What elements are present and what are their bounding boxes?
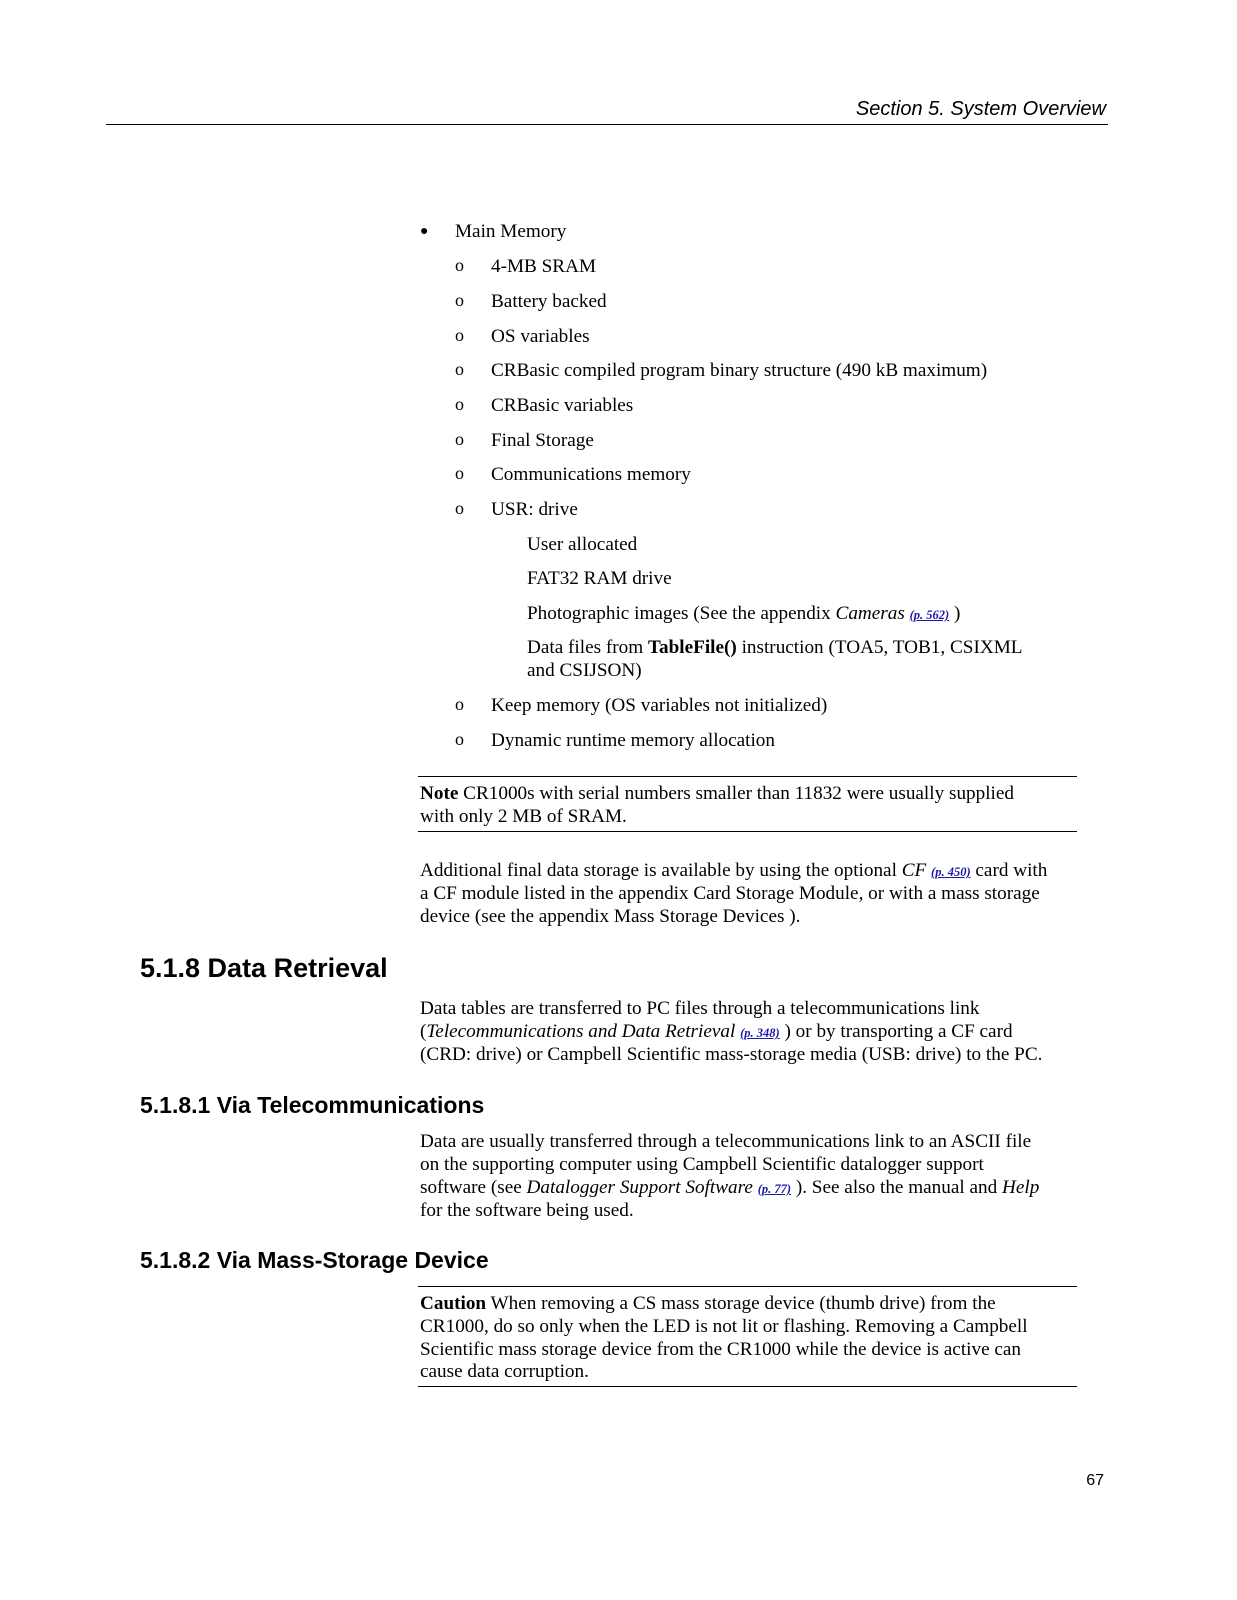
- caution-line-1: [420, 1292, 996, 1315]
- circle-bullet: o: [455, 429, 464, 449]
- paragraph-line: [420, 1176, 1039, 1201]
- page-ref-link[interactable]: (p. 562): [909, 608, 950, 622]
- paragraph-line: a CF module listed in the appendix Card Storage Module, or with a mass storage: [420, 883, 1040, 904]
- list-item: Battery backed: [491, 291, 607, 312]
- subsection-heading: 5.1.8.2 Via Mass-Storage Device: [140, 1247, 489, 1273]
- paragraph-line: Data tables are transferred to PC files through a telecommunications link: [420, 998, 980, 1019]
- text: ) or by transporting a CF card: [779, 1021, 1013, 1042]
- caution-bottom-rule: [418, 1386, 1077, 1387]
- caution-line: cause data corruption.: [420, 1361, 589, 1382]
- list-item: CRBasic variables: [491, 395, 634, 416]
- page-ref-link[interactable]: (p. 77): [757, 1182, 792, 1196]
- list-item: Final Storage: [491, 430, 594, 451]
- list-item: OS variables: [491, 326, 590, 347]
- circle-bullet: o: [455, 359, 464, 379]
- sub-list-item-datafiles: [527, 636, 1022, 659]
- cameras-link[interactable]: Cameras: [835, 603, 905, 624]
- caution-top-rule: [418, 1286, 1077, 1287]
- list-item: Communications memory: [491, 464, 691, 485]
- note-label: Note: [420, 783, 459, 804]
- circle-bullet: o: [455, 694, 464, 714]
- text: ): [949, 603, 961, 624]
- list-item: 4-MB SRAM: [491, 256, 597, 277]
- circle-bullet: o: [455, 463, 464, 483]
- list-item: USR: drive: [491, 499, 578, 520]
- header-rule: [106, 124, 1108, 125]
- circle-bullet: o: [455, 394, 464, 414]
- cf-link[interactable]: CF: [901, 860, 927, 881]
- text: card with: [970, 860, 1048, 881]
- text: When removing a CS mass storage device (thumb drive) from the: [486, 1293, 996, 1314]
- circle-bullet: o: [455, 290, 464, 310]
- text: Data files from: [527, 637, 648, 658]
- circle-bullet: o: [455, 255, 464, 275]
- text: Photographic images (See the appendix: [527, 603, 836, 624]
- text: instruction (TOA5, TOB1, CSIXML: [736, 637, 1023, 658]
- paragraph-line: [420, 1020, 1013, 1045]
- caution-line: CR1000, do so only when the LED is not lit or flashing. Removing a Campbell: [420, 1316, 1028, 1337]
- paragraph-line: [420, 859, 1047, 884]
- note-top-rule: [418, 776, 1077, 777]
- circle-bullet: o: [455, 498, 464, 518]
- text: CR1000s with serial numbers smaller than 11832 were usually supplied: [458, 783, 1015, 804]
- paragraph-line: for the software being used.: [420, 1200, 634, 1221]
- caution-line: Scientific mass storage device from the CR1000 while the device is active can: [420, 1339, 1022, 1360]
- sub-list-item: FAT32 RAM drive: [527, 568, 672, 589]
- note-line-1: [420, 782, 1014, 805]
- section-heading: 5.1.8 Data Retrieval: [140, 953, 388, 983]
- page-number: 67: [1086, 1472, 1104, 1489]
- text: software (see: [420, 1177, 527, 1198]
- page-ref-link[interactable]: (p. 348): [740, 1026, 780, 1040]
- sub-list-item-photographic: [527, 602, 960, 627]
- list-item: Keep memory (OS variables not initialized): [491, 695, 828, 716]
- circle-bullet: o: [455, 729, 464, 749]
- paragraph-line: device (see the appendix Mass Storage Devices ).: [420, 906, 801, 927]
- instruction-name: TableFile(): [647, 637, 737, 658]
- text: Additional final data storage is available by using the optional: [420, 860, 902, 881]
- sub-list-item-continuation: and CSIJSON): [527, 660, 642, 681]
- page-ref-link[interactable]: (p. 450): [931, 865, 971, 879]
- help-text: Help: [1002, 1177, 1040, 1198]
- text: ). See also the manual and: [791, 1177, 1003, 1198]
- note-line-2: with only 2 MB of SRAM.: [420, 806, 627, 827]
- paragraph-line: on the supporting computer using Campbell Scientific datalogger support: [420, 1154, 984, 1175]
- paragraph-line: Data are usually transferred through a telecommunications link to an ASCII file: [420, 1131, 1032, 1152]
- list-item: CRBasic compiled program binary structure (490 kB maximum): [491, 360, 988, 381]
- telecom-link[interactable]: Telecommunications and Data Retrieval: [426, 1021, 736, 1042]
- list-item-main-memory: Main Memory: [455, 221, 567, 242]
- page-header: Section 5. System Overview: [855, 98, 1106, 120]
- sub-list-item: User allocated: [527, 534, 638, 555]
- paragraph-line: (CRD: drive) or Campbell Scientific mass-storage media (USB: drive) to the PC.: [420, 1044, 1043, 1065]
- note-bottom-rule: [418, 831, 1077, 832]
- circle-bullet: o: [455, 325, 464, 345]
- bullet-dot: ●: [420, 224, 429, 239]
- subsection-heading: 5.1.8.1 Via Telecommunications: [140, 1092, 485, 1118]
- caution-label: Caution: [420, 1293, 487, 1314]
- list-item: Dynamic runtime memory allocation: [491, 730, 775, 751]
- text: (: [420, 1021, 427, 1042]
- software-link[interactable]: Datalogger Support Software: [526, 1177, 753, 1198]
